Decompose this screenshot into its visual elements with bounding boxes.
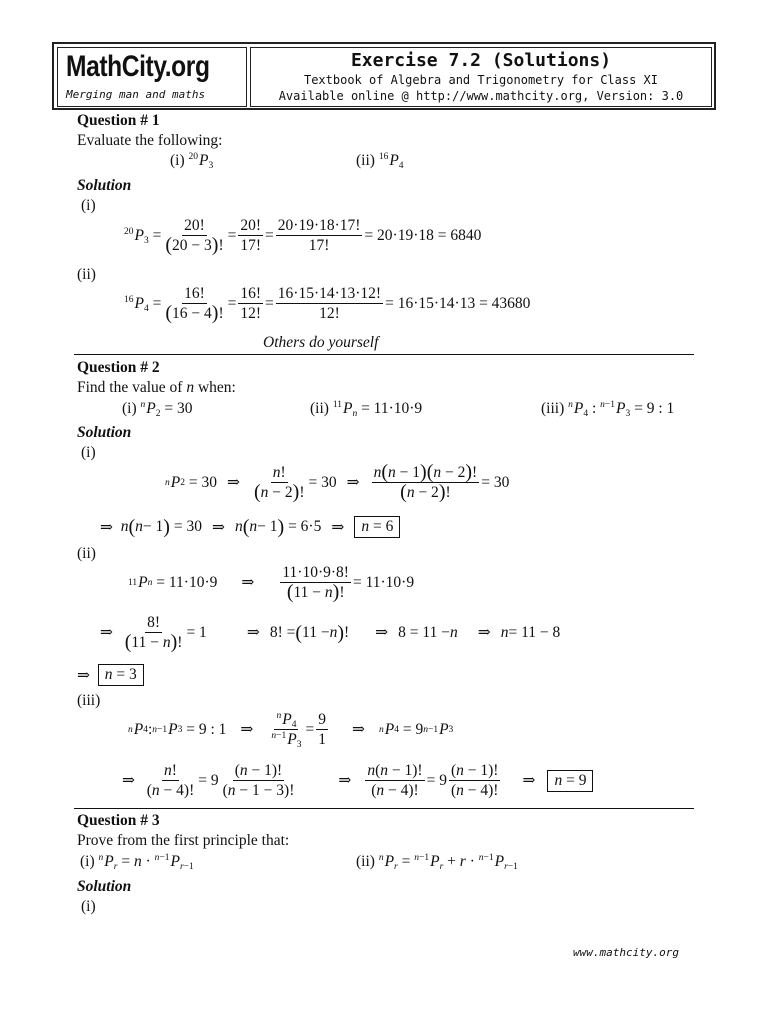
q2-part-ii-expr: (ii) $^{11}$Pn = 11·10·9 xyxy=(310,400,423,419)
divider-1 xyxy=(74,354,694,355)
q2-eq-i-line2: ⇒ n ( n − 1 ) = 30 ⇒ n ( n − 1 ) = 6·5 ⇒ n = 6 xyxy=(100,516,400,538)
site-tagline: Merging man and maths xyxy=(66,88,206,101)
q3-part-ii-label: (ii) xyxy=(356,853,375,870)
q2-answer-ii: n = 3 xyxy=(98,664,144,686)
exercise-title: Exercise 7.2 (Solutions) xyxy=(350,50,612,71)
q3-part-ii-expr: (ii) $^n$Pr = $^{n-1}$Pr + r · $^{n-1}$Pr−1 xyxy=(356,853,518,872)
q1-solution-label: Solution xyxy=(77,177,132,194)
q3-heading: Question # 3 xyxy=(77,812,160,829)
q1-sol-part-ii: (ii) xyxy=(77,266,96,283)
online-info: Available online @ http://www.mathcity.org, Version: 3.0 xyxy=(278,89,684,103)
page-header xyxy=(52,42,716,110)
q2-eq-i-line1: n P 2 = 30 ⇒ $\frac{n!}{(n - 2)!}$ = 30 ⇒ $\frac{n(n - 1)(n - 2)!}{(n - 2)!}$ = 30 xyxy=(165,461,510,503)
q1-eq-ii: $^{16}$P4 = $\frac{16!}{(16 - 4)!}$ = $\frac{16!}{12!}$ = $\frac{16\cdot 15\cdot 14\cdot 13\cdot 12!}{12!}$ = 16·15·14·13 = 43680 xyxy=(124,285,531,324)
q2-prompt-line xyxy=(77,379,236,397)
footer-url: www.mathcity.org xyxy=(573,946,679,959)
q2-sol-part-ii: (ii) xyxy=(77,545,96,562)
q1-heading: Question # 1 xyxy=(77,112,160,129)
q2-sol-part-i: (i) xyxy=(81,444,96,461)
q1-eq-i: $^{20}$P3 = $\frac{20!}{(20 - 3)!}$ = $\frac{20!}{17!}$ = $\frac{20\cdot 19\cdot 18\cdot 17!}{17!}$ = 20·19·18 = 6840 xyxy=(124,217,482,256)
q3-part-i-label: (i) xyxy=(80,853,95,870)
q3-solution-label: Solution xyxy=(77,878,132,895)
q2-part-i-label: (i) xyxy=(122,400,137,417)
q1-note: Others do yourself xyxy=(263,334,379,351)
q1-prompt: Evaluate the following: xyxy=(77,132,223,149)
q2-part-iii-expr: (iii) $^n$P4 : $^{n-1}$P3 = 9 : 1 xyxy=(541,400,675,419)
q2-heading: Question # 2 xyxy=(77,359,160,376)
q1-part-i-expr: (i) $^{20}$P3 xyxy=(170,152,214,171)
q2-answer-i: n = 6 xyxy=(354,516,400,538)
q2-prompt: Find the value of xyxy=(77,379,183,396)
q1-part-i-label: (i) xyxy=(170,152,185,169)
q2-prompt-var: n xyxy=(186,379,195,396)
q2-eq-iii-line1: n P 4 : n−1 P 3 = 9 : 1 ⇒ $\frac{^nP4}{^{n-1}P3}$ = $\frac{9}{1}$ ⇒ n P 4 = 9 n−1 P 3 xyxy=(128,711,454,750)
logo-box xyxy=(57,47,247,107)
q2-eq-iii-line2: ⇒ $\frac{n!}{(n - 4)!}$ = 9 $\frac{(n - 1)!}{(n - 1 - 3)!}$ ⇒ $\frac{n(n - 1)!}{(n - 4)!}$ = 9 $\frac{(n - 1)!}{(n - 4)!}$ ⇒ n = 9 xyxy=(122,762,593,799)
textbook-name: Textbook of Algebra and Trigonometry for Class XI xyxy=(303,73,658,87)
q2-eq-ii-line3: ⇒ n = 3 xyxy=(77,664,144,686)
q3-sol-part-i: (i) xyxy=(81,898,96,915)
title-box xyxy=(250,47,712,107)
divider-2 xyxy=(74,808,694,809)
q3-prompt: Prove from the first principle that: xyxy=(77,832,290,849)
q3-part-i-expr: (i) $^n$Pr = n · $^{n-1}$Pr−1 xyxy=(80,853,194,872)
q2-sol-part-iii: (iii) xyxy=(77,692,101,709)
q2-prompt-end: when: xyxy=(197,379,236,396)
site-logo: MathCity.org xyxy=(66,50,210,83)
q2-part-iii-label: (iii) xyxy=(541,400,565,417)
q2-part-ii-label: (ii) xyxy=(310,400,329,417)
q2-eq-ii-line1: 11 P n = 11·10·9 ⇒ $\frac{11\cdot 10\cdot 9\cdot 8!}{(11 - n)!}$ = 11·10·9 xyxy=(128,564,415,603)
q2-eq-ii-line2: ⇒ $\frac{8!}{(11 - n)!}$ = 1 ⇒ 8! = ( 11 − n ) ! ⇒ 8 = 11 − n ⇒ n = 11 − 8 xyxy=(100,614,561,653)
q1-part-ii-expr: (ii) $^{16}$P4 xyxy=(356,152,404,171)
q2-answer-iii: n = 9 xyxy=(547,770,593,792)
q1-part-ii-label: (ii) xyxy=(356,152,375,169)
q2-part-i-expr: (i) $^n$P2 = 30 xyxy=(122,400,193,419)
q1-sol-part-i: (i) xyxy=(81,197,96,214)
q2-solution-label: Solution xyxy=(77,424,132,441)
